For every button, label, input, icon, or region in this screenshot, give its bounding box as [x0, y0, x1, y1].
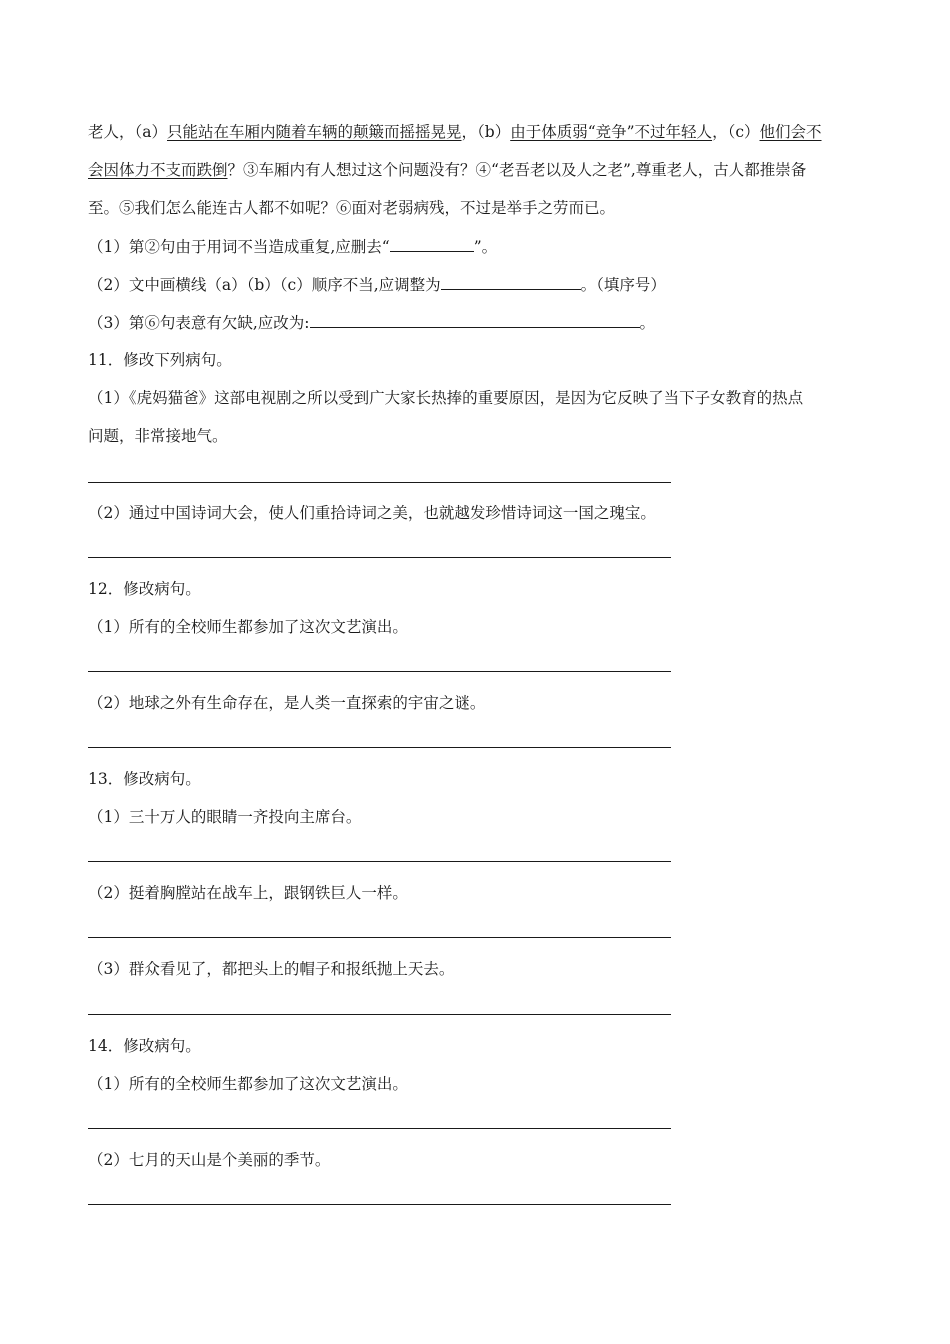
answer-line[interactable]	[88, 747, 671, 748]
q10-sub-3	[88, 312, 870, 333]
q10-sub-2-end: 。（填序号）	[580, 276, 666, 294]
underlined-clause-a: 只能站在车厢内随着车辆的颠簸而摇摇晃晃	[167, 123, 462, 141]
q14-sub-2: （2）七月的天山是个美丽的季节。	[88, 1151, 331, 1169]
q12-sub-1: （1）所有的全校师生都参加了这次文艺演出。	[88, 618, 408, 636]
answer-line[interactable]	[88, 937, 671, 938]
underlined-clause-c: 他们会不	[759, 123, 822, 141]
fill-blank[interactable]	[390, 236, 474, 252]
answer-line[interactable]	[88, 482, 671, 483]
q11-sub-1-line-2: 问题，非常接地气。	[88, 427, 228, 445]
passage-text: ，（c）	[712, 123, 760, 141]
underlined-clause-c-cont: 会因体力不支而跌倒	[88, 161, 228, 179]
q11-title: 11．修改下列病句。	[88, 351, 232, 369]
passage-text: ？③车厢内有人想过这个问题没有？④“老吾老以及人之老”,尊重老人，古人都推崇备	[227, 161, 807, 179]
q10-sub-1	[88, 236, 870, 257]
passage-text: ，（b）	[461, 123, 511, 141]
answer-line[interactable]	[88, 861, 671, 862]
answer-line[interactable]	[88, 557, 671, 558]
passage-text: 老人，（a）	[88, 123, 167, 141]
q14-sub-1: （1）所有的全校师生都参加了这次文艺演出。	[88, 1075, 408, 1093]
q10-sub-3-text: （3）第⑥句表意有欠缺,应改为:	[88, 314, 310, 332]
answer-line[interactable]	[88, 1014, 671, 1015]
q10-sub-3-end: 。	[639, 314, 656, 332]
q12-sub-2: （2）地球之外有生命存在，是人类一直探索的宇宙之谜。	[88, 694, 486, 712]
answer-line[interactable]	[88, 1204, 671, 1205]
q12-title: 12．修改病句。	[88, 580, 201, 598]
q11-sub-2: （2）通过中国诗词大会，使人们重拾诗词之美，也就越发珍惜诗词这一国之瑰宝。	[88, 504, 656, 522]
underlined-clause-b: 由于体质弱“竞争”不过年轻人	[510, 123, 713, 141]
fill-blank[interactable]	[441, 274, 581, 290]
passage-line-2	[88, 160, 870, 180]
answer-line[interactable]	[88, 671, 671, 672]
q11-sub-1-line-1: （1）《虎妈猫爸》这部电视剧之所以受到广大家长热捧的重要原因，是因为它反映了当下子女教育的热点	[88, 389, 804, 407]
passage-line-1	[88, 122, 870, 142]
q13-sub-1: （1）三十万人的眼睛一齐投向主席台。	[88, 808, 362, 826]
answer-line[interactable]	[88, 1128, 671, 1129]
q13-title: 13．修改病句。	[88, 770, 201, 788]
q10-sub-2	[88, 274, 870, 295]
q13-sub-2: （2）挺着胸膛站在战车上，跟钢铁巨人一样。	[88, 884, 408, 902]
q14-title: 14．修改病句。	[88, 1037, 201, 1055]
q10-sub-1-end: ”。	[473, 238, 498, 256]
q10-sub-2-text: （2）文中画横线（a）（b）（c）顺序不当,应调整为	[88, 276, 441, 294]
q13-sub-3: （3）群众看见了，都把头上的帽子和报纸抛上天去。	[88, 960, 455, 978]
passage-line-3: 至。⑤我们怎么能连古人都不如呢？⑥面对老弱病残，不过是举手之劳而已。	[88, 199, 616, 217]
fill-blank[interactable]	[310, 312, 640, 328]
q10-sub-1-text: （1）第②句由于用词不当造成重复,应删去“	[88, 238, 390, 256]
